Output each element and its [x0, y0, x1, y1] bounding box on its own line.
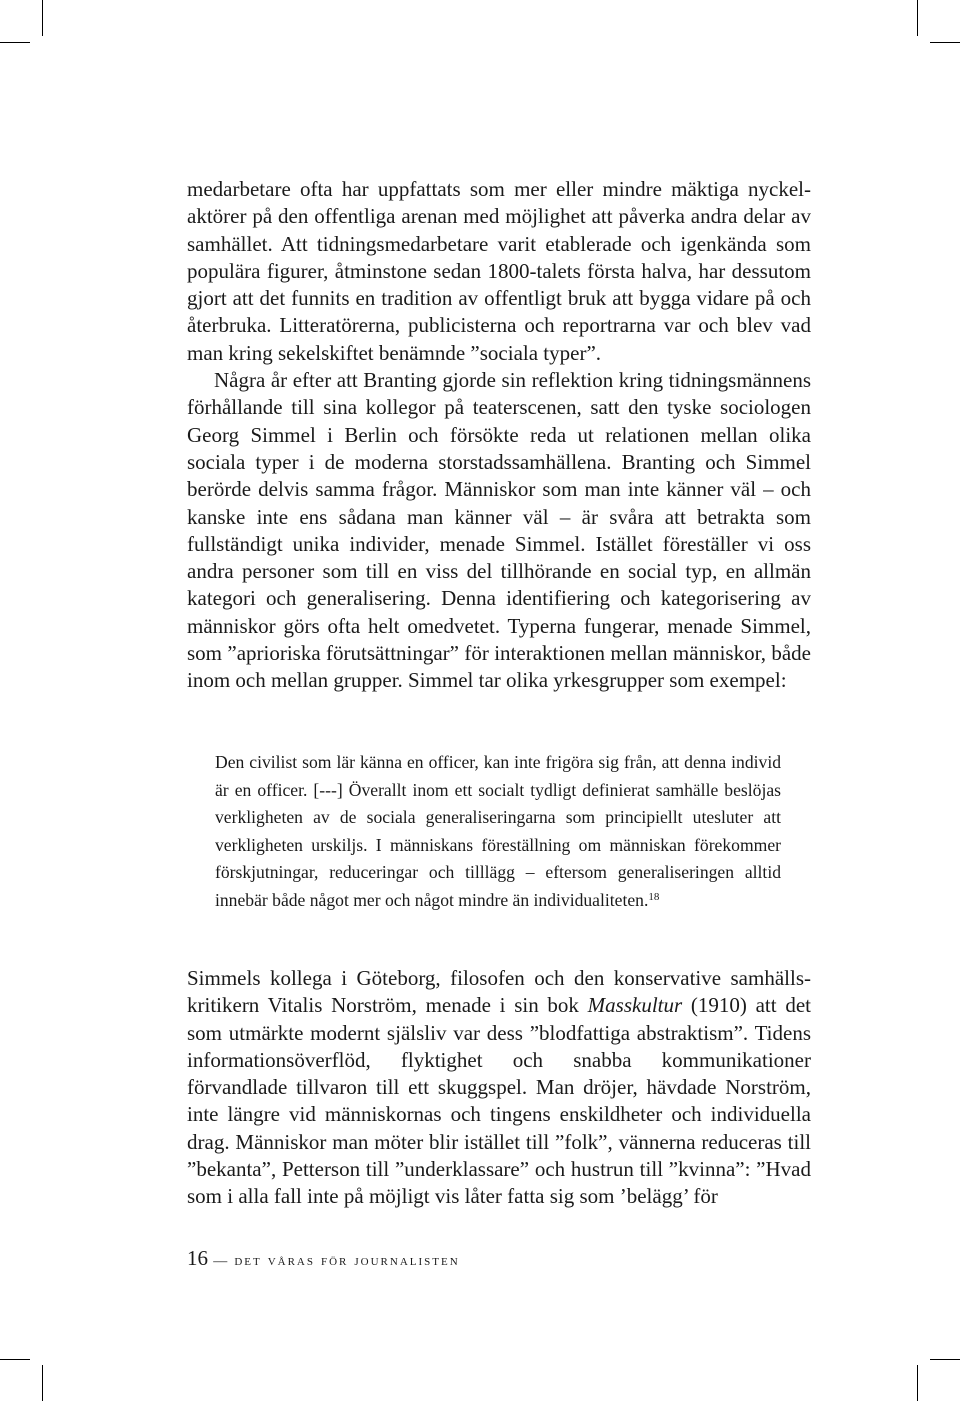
crop-mark-top-left-horizontal: [0, 42, 30, 43]
paragraph-1: medarbetare ofta har uppfattats som mer eller mindre mäktiga nyckelaktörer på den offentliga arenan med möjlighet att påverka andra delar av samhället. Att tidningsmedarbetare varit etablerade och igenkända som populära figurer, åtminstone sedan 1800-talets första halva, har dessutom gjort att det funnits en tradition av offentligt bruk att bygga vidare på och återbruka. Litteratörerna, publicisterna och reportrarna var och blev vad man kring sekelskiftet benämnde ”sociala typer”.: [187, 177, 811, 365]
body-text: [187, 176, 811, 695]
paragraph-2: Några år efter att Branting gjorde sin reflektion kring tidningsmännens förhållande till sina kollegor på teaterscenen, satt den tyske sociologen Georg Simmel i Berlin och försökte reda ut relationen mellan olika sociala typer i de moderna storstadssamhällena. Branting och Simmel berörde delvis samma frågor. Människor som man inte känner väl – och kanske inte ens sådana man känner väl – är svåra att betrakta som fullständigt unika individer, menade Simmel. Istället föreställer vi oss andra personer som till en viss del tillhörande en social typ, en allmän kategori och generalisering. Denna identifiering och kategorisering av människor görs ofta helt omedvetet. Typerna fungerar, menade Simmel, som ”aprioriska förutsättningar” för interaktionen mellan människor, både inom och mellan grupper. Simmel tar olika yrkesgrupper som exempel:: [187, 368, 811, 693]
quote-paragraph: [215, 749, 781, 915]
crop-mark-top-right-horizontal: [930, 42, 960, 43]
page-footer: [187, 1244, 787, 1276]
quote-text: Den civilist som lär känna en officer, kan inte frigöra sig från, att denna individ är en officer. [---] Överallt inom ett socialt tydligt definierat samhälle beslöjas verkligheten av de sociala generaliseringarna som principiellt utesluter att verkligheten urskiljs. I människans föreställning om människan förekommer förskjutningar, reduceringar och tilllägg – eftersom generaliseringen alltid innebär både något mer och något mindre än individualiteten.: [215, 752, 781, 910]
body-text-continued: [187, 965, 811, 1211]
block-quote: [215, 749, 781, 915]
crop-mark-bottom-left-vertical: [42, 1365, 43, 1401]
footnote-reference[interactable]: 18: [648, 890, 660, 903]
crop-mark-top-left-vertical: [42, 0, 43, 36]
paragraph-3: [187, 965, 811, 1211]
footer-separator: —: [213, 1254, 230, 1269]
page-number: 16: [187, 1246, 208, 1270]
paragraph-3-part-1: Simmels kollega i Göteborg, filosofen och den konservative samhällskritikern Vitalis Norström, menade i sin bok: [187, 966, 811, 1018]
running-title: det våras för journalisten: [234, 1252, 460, 1269]
paragraph-3-part-2: (1910) att det som utmärkte modernt själsliv var dess ”blodfattiga abstraktism”. Tidens informationsöverflöd, flyktighet och snabba kommunikationer förvandlade tillvaron till ett skuggspel. Man dröjer, hävdade Norström, inte längre vid människornas och tingens enskildheter och individuella drag. Människor man möter blir istället till ”folk”, vännerna reduceras till ”bekanta”, Petterson till ”underklassare” och hustrun till ”kvinna”: ”Hvad som i alla fall inte på möjligt vis låter fatta sig som ’belägg’ för: [187, 993, 811, 1209]
crop-mark-bottom-right-horizontal: [930, 1359, 960, 1360]
book-title: Masskultur: [587, 993, 683, 1018]
crop-mark-bottom-right-vertical: [917, 1365, 918, 1401]
crop-mark-bottom-left-horizontal: [0, 1359, 30, 1360]
crop-mark-top-right-vertical: [917, 0, 918, 36]
